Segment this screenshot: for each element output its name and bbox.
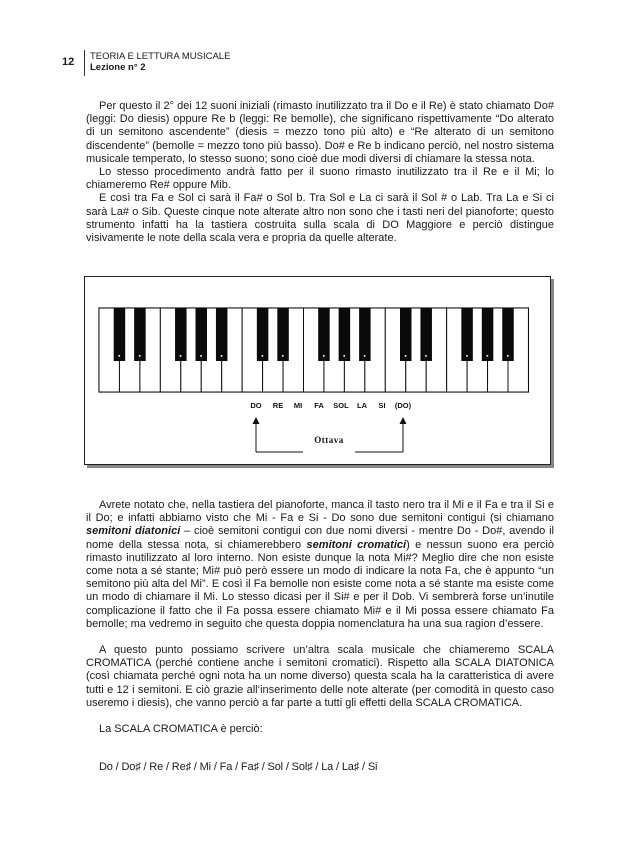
black-key [339,308,351,361]
black-key-highlight [180,355,182,357]
black-key [420,308,432,361]
black-key [482,308,494,361]
black-key [175,308,187,361]
black-key [461,308,473,361]
semitones-paragraph-block [86,499,554,631]
paragraph-do-diesis: Per questo il 2° dei 12 suoni iniziali (rimasto inutilizzato tra il Do e il Re) è stato chiamato Do# (leggi: Do diesis) oppure Re b (leggi: Re bemolle), che significano rispettivamente “Do alterato di un semitono ascendente” (diesis = mezzo tono più alto) e “Re alterato di un semitono discendente” (bemolle = mezzo tono più basso). Do# e Re b indicano perciò, nel nostro sistema musicale temperato, lo stesso suono; sono cioè due modi diversi di chiamare la stessa nota. [86,100,554,165]
chromatic-scale-line: Do / Do♯ / Re / Re♯ / Mi / Fa / Fa♯ / Sol / Sol♯ / La / La♯ / Si [99,761,378,773]
black-key [196,308,208,361]
black-key-highlight [118,355,120,357]
note-label: RE [272,401,284,410]
note-label: MI [293,401,303,410]
black-key [400,308,412,361]
black-key [134,308,146,361]
page-number: 12 [62,56,75,68]
black-key-highlight [466,355,468,357]
chromatic-paragraph-block [86,644,554,710]
piano-keyboard-figure [84,276,551,465]
intro-paragraphs [86,100,554,245]
note-label: SOL [333,401,349,410]
note-label: DO [250,401,262,410]
arrow-head-left [253,417,260,424]
black-key [502,308,514,361]
paragraph-black-keys: E così tra Fa e Sol ci sarà il Fa# o Sol b. Tra Sol e La ci sarà il Sol # o Lab. Tra La e Si ci sarà La# o Sib. Queste cinque note alterate altro non sono che i tasti neri del pianoforte; questo strumento infatti ha la tastiera costruita sulla scala di DO Maggiore e perciò distingue visivamente le note della scala vera e propria da quelle alterate. [86,192,554,245]
book-title: TEORIA E LETTURA MUSICALE [90,51,231,62]
black-key [359,308,371,361]
black-key-highlight [425,355,427,357]
black-key-highlight [200,355,202,357]
black-key [318,308,330,361]
black-key [277,308,289,361]
black-key-highlight [262,355,264,357]
arrow-head-right [400,417,407,424]
scale-intro-line: La SCALA CROMATICA è perciò: [99,723,263,735]
octave-label: Ottava [314,435,344,445]
note-label: LA [357,401,367,410]
paragraph-semitones: Avrete notato che, nella tastiera del pianoforte, manca il tasto nero tra il Mi e il Fa e tra il Si e il Do; e infatti abbiamo visto che Mi - Fa e Si - Do sono due semitoni contigui (si chiamano semitoni diatonici – cioè semitoni contigui con due nomi diversi - mentre Do - Do#, avendo il nome della stessa nota, si chiamerebbero semitoni cromatici) e nessun suono era perciò rimasto inutilizzato al loro interno. Non esiste dunque la nota Mi#? Meglio dire che non esiste come nota a sé stante; Mi# può però essere un modo di indicare la nota Fa, che è appunto “un semitono più alta del Mi”. E così il Fa bemolle non esiste come nota a sé stante ma esiste come un modo di chiamare il Mi. Lo stesso dicasi per il Si# e per il Dob. Vi sembrerà forse un’inutile complicazione il fatto che il Fa possa essere chiamato Mi# e il Mi possa essere chiamato Fa bemolle; ma vedremo in seguito che questa doppia nomenclatura ha una sua ragion d’essere. [86,499,554,630]
header-divider [84,50,85,76]
black-key [216,308,228,361]
note-label: SI [378,401,386,410]
paragraph-chromatic-scale: A questo punto possiamo scrivere un’altra scala musicale che chiameremo SCALA CROMATICA (perché contiene anche i semitoni cromatici). Rispetto alla SCALA DIATONICA (così chiamata perché ogni nota ha un nome diverso) questa scala ha la caratteristica di avere tutti e 12 i semitoni. E ciò grazie all’inserimento delle note alterate (per comodità in questo caso useremo i diesis), che vanno perciò a far parte a tutti gli effetti della SCALA CROMATICA. [86,644,554,709]
note-label: FA [314,401,324,410]
term-semitoni-cromatici: semitoni cromatici [306,538,407,551]
black-key-highlight [282,355,284,357]
black-key-highlight [323,355,325,357]
paragraph-re-diesis: Lo stesso procedimento andrà fatto per il suono rimasto inutilizzato tra il Re e il Mi; lo chiameremo Re# oppure Mib. [86,166,554,192]
black-key-highlight [139,355,141,357]
black-key [257,308,269,361]
black-key [114,308,126,361]
black-key-highlight [343,355,345,357]
black-key-highlight [405,355,407,357]
note-label: (DO) [394,401,412,410]
piano-keyboard-diagram [85,277,552,466]
lesson-title: Lezione n° 2 [90,62,146,73]
header-titles [90,51,230,73]
term-semitoni-diatonici: semitoni diatonici [86,525,181,538]
black-key-highlight [221,355,223,357]
black-key-highlight [487,355,489,357]
black-key-highlight [507,355,509,357]
black-key-highlight [364,355,366,357]
